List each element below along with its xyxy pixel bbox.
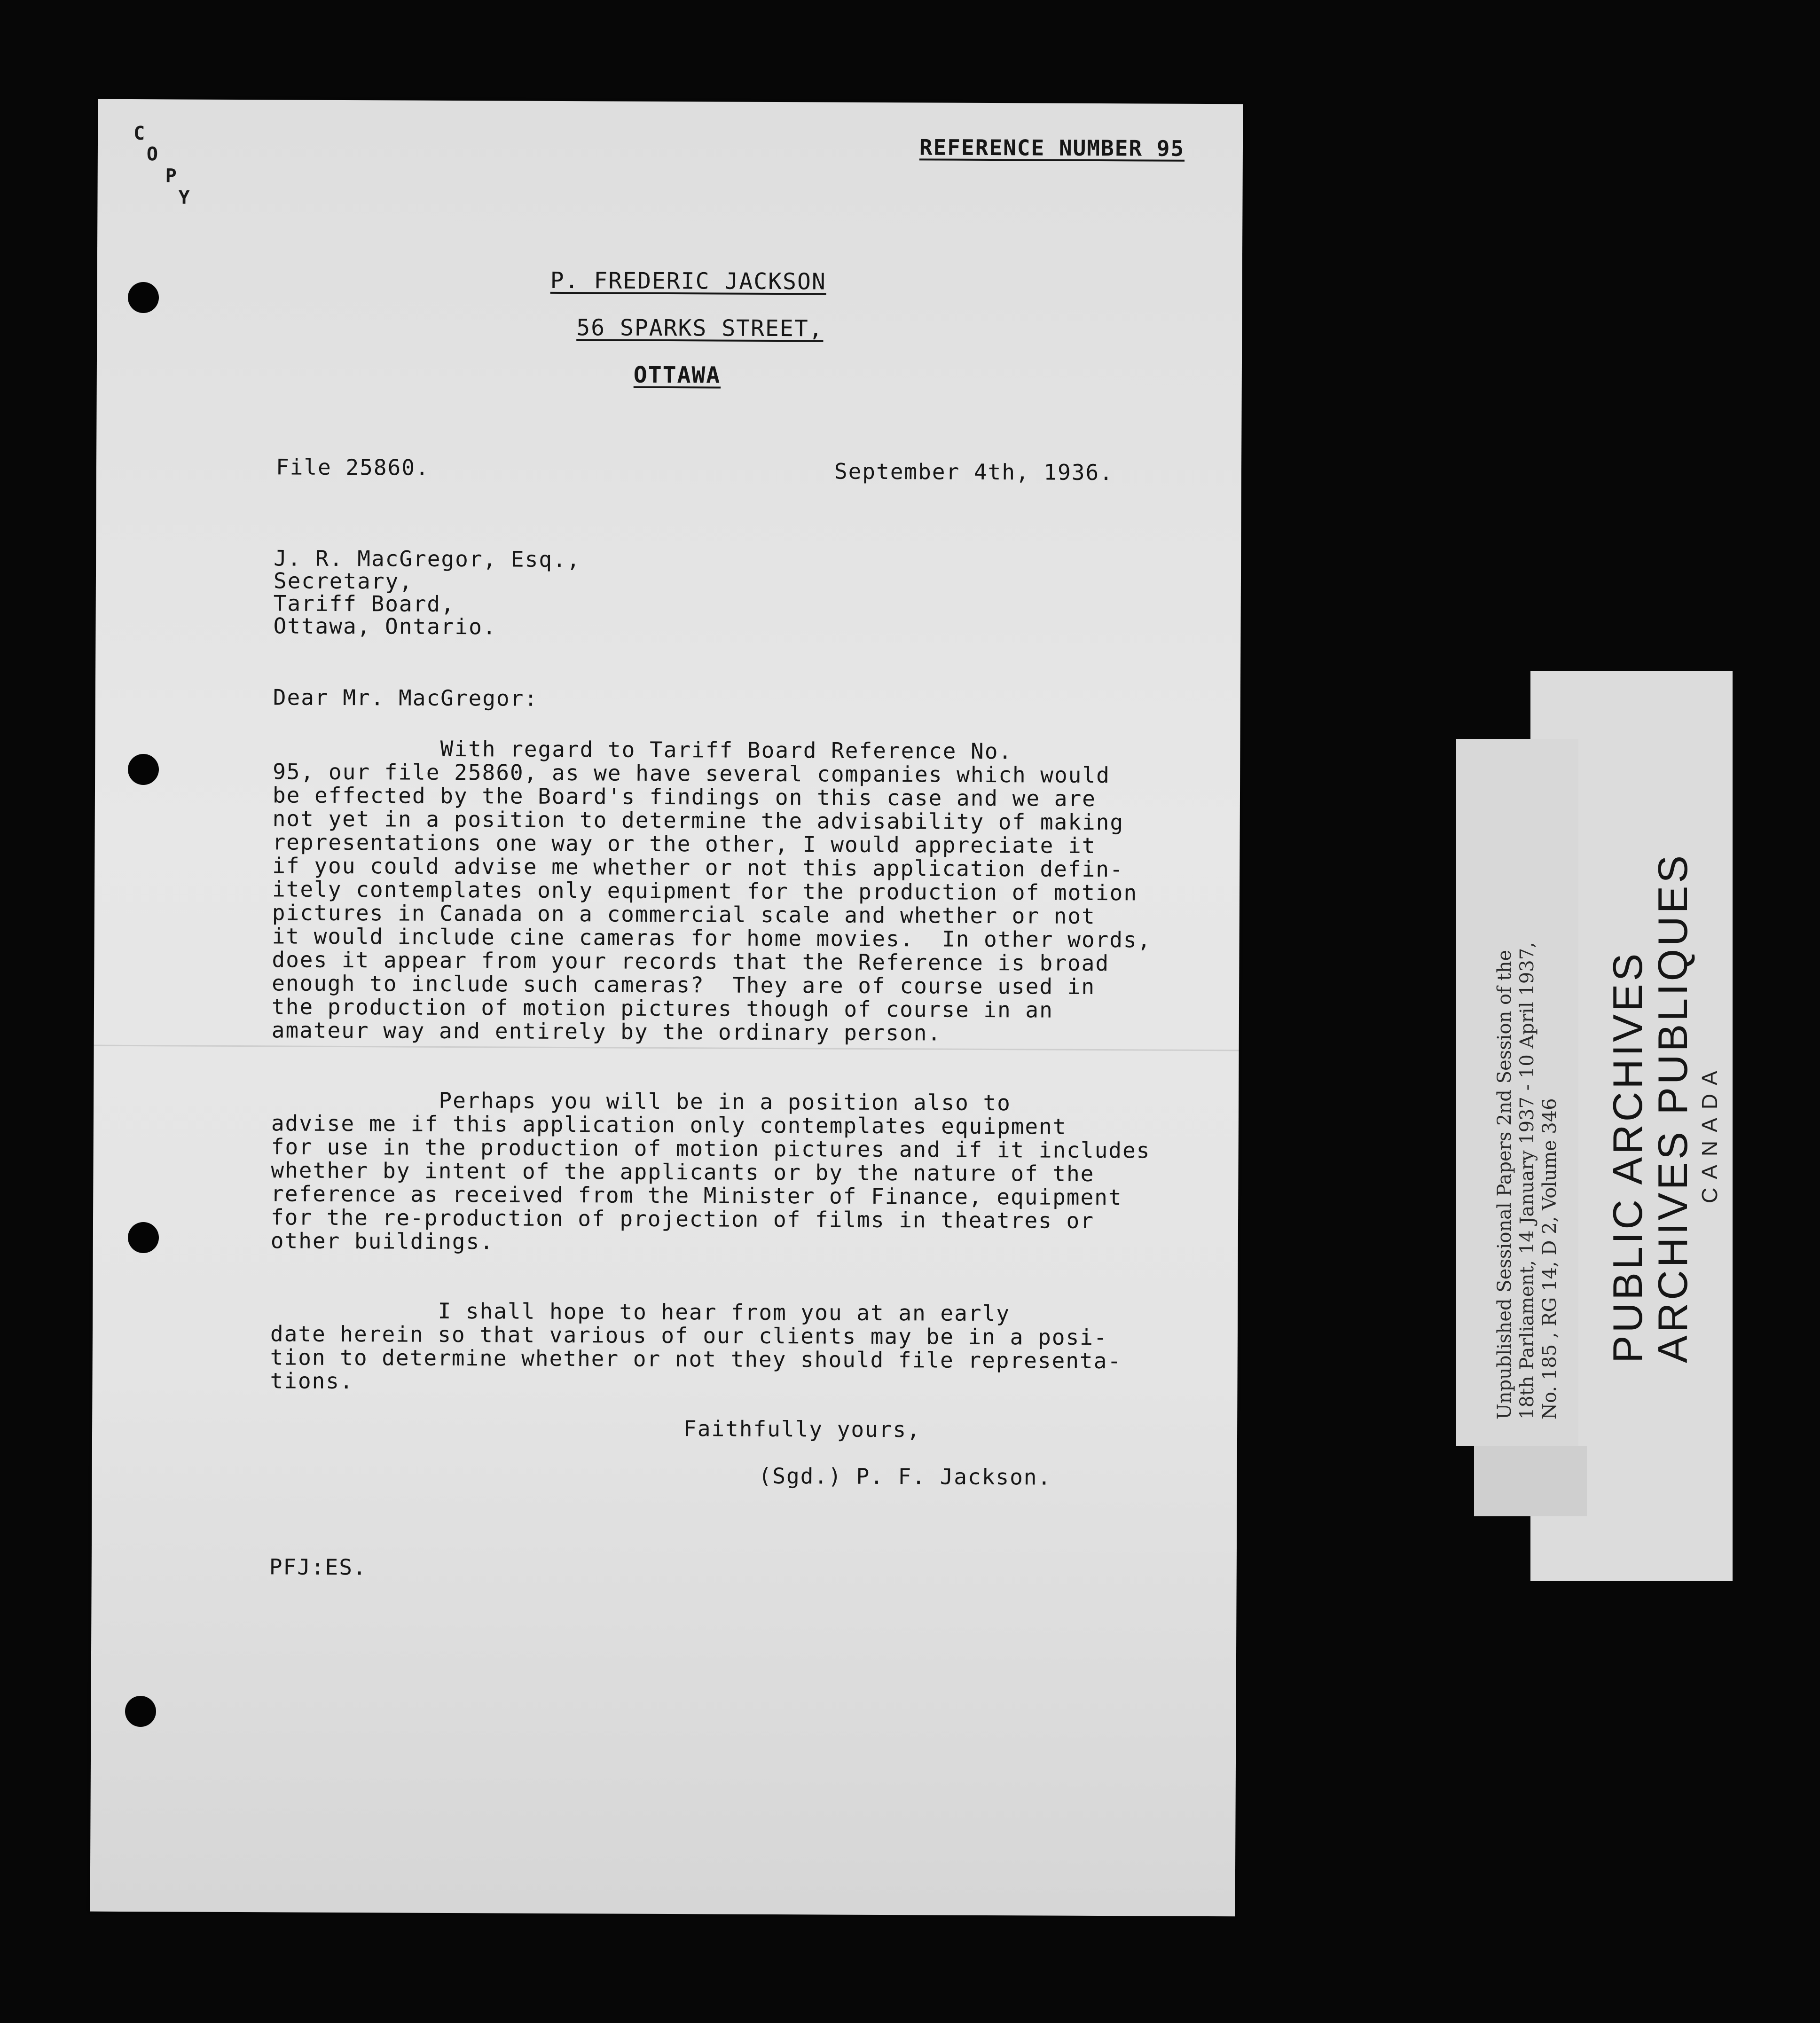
body-line: With regard to Tariff Board Reference No. bbox=[273, 735, 1013, 764]
punch-hole bbox=[125, 1696, 156, 1727]
recipient-line: Ottawa, Ontario. bbox=[273, 613, 497, 640]
body-line: whether by intent of the applicants or by the nature of the bbox=[271, 1157, 1095, 1186]
archive-citation-line-3: No. 185 , RG 14, D 2, Volume 346 bbox=[1539, 1098, 1561, 1419]
body-line: for the re-production of projection of films in theatres or bbox=[270, 1204, 1095, 1233]
body-line: advise me if this application only contemplates equipment bbox=[271, 1110, 1067, 1139]
copy-letter-y: Y bbox=[178, 187, 190, 209]
archives-publiques-heading: ARCHIVES PUBLIQUES bbox=[1649, 852, 1696, 1363]
archive-citation-line-1: Unpublished Sessional Papers 2nd Session of the bbox=[1494, 949, 1515, 1419]
reference-number: REFERENCE NUMBER 95 bbox=[919, 134, 1185, 161]
recipient-line: J. R. MacGregor, Esq., bbox=[274, 545, 581, 572]
closing: Faithfully yours, bbox=[683, 1416, 921, 1443]
copy-letter-o: O bbox=[146, 143, 158, 165]
file-number: File 25860. bbox=[275, 454, 430, 480]
public-archives-heading: PUBLIC ARCHIVES bbox=[1604, 950, 1651, 1363]
punch-hole bbox=[128, 282, 159, 313]
copy-letter-c: C bbox=[133, 123, 145, 145]
body-line: does it appear from your records that the Reference is broad bbox=[272, 947, 1110, 976]
body-line: the production of motion pictures though of course in an bbox=[271, 994, 1053, 1023]
body-line: 95, our file 25860, as we have several companies which would bbox=[273, 759, 1110, 788]
letterhead-name: P. FREDERIC JACKSON bbox=[550, 267, 826, 295]
salutation: Dear Mr. MacGregor: bbox=[273, 684, 539, 711]
body-line: I shall hope to hear from you at an early bbox=[270, 1297, 1011, 1326]
archive-citation-line-2: 18th Parliament, 14 January 1937 - 10 April 1937, bbox=[1516, 942, 1538, 1419]
body-line: other buildings. bbox=[270, 1228, 494, 1255]
body-line: not yet in a position to determine the advisability of making bbox=[272, 806, 1124, 835]
body-line: date herein so that various of our clients may be in a posi- bbox=[270, 1321, 1108, 1350]
body-line: pictures in Canada on a commercial scale and whether or not bbox=[272, 900, 1096, 929]
body-line: if you could advise me whether or not this application defin- bbox=[272, 853, 1124, 882]
punch-hole bbox=[128, 754, 159, 785]
recipient-line: Tariff Board, bbox=[273, 590, 455, 617]
body-line: amateur way and entirely by the ordinary person. bbox=[271, 1017, 942, 1046]
body-line: be effected by the Board's findings on this case and we are bbox=[272, 782, 1097, 811]
archive-label-tab bbox=[1474, 1446, 1587, 1516]
body-line: representations one way or the other, I would appreciate it bbox=[272, 829, 1096, 858]
body-line: itely contemplates only equipment for the production of motion bbox=[272, 876, 1138, 906]
body-line: Perhaps you will be in a position also to bbox=[271, 1087, 1012, 1116]
body-line: it would include cine cameras for home movies. In other words, bbox=[272, 923, 1152, 953]
copy-letter-p: P bbox=[165, 165, 177, 187]
body-line: tions. bbox=[270, 1368, 354, 1394]
body-line: for use in the production of motion pictures and if it includes bbox=[271, 1134, 1151, 1163]
punch-hole bbox=[128, 1222, 159, 1253]
signature: (Sgd.) P. F. Jackson. bbox=[758, 1463, 1052, 1490]
recipient-line: Secretary, bbox=[273, 568, 414, 594]
letter-page bbox=[90, 99, 1243, 1917]
letterhead-street: 56 SPARKS STREET, bbox=[576, 314, 824, 342]
letter-date: September 4th, 1936. bbox=[834, 458, 1114, 486]
letterhead-city: OTTAWA bbox=[633, 361, 721, 389]
body-line: tion to determine whether or not they should file representa- bbox=[270, 1344, 1122, 1374]
typist-initials: PFJ:ES. bbox=[269, 1554, 367, 1580]
body-line: reference as received from the Minister of Finance, equipment bbox=[271, 1181, 1122, 1210]
canada-label: CANADA bbox=[1697, 1062, 1722, 1203]
body-line: enough to include such cameras? They are of course used in bbox=[272, 970, 1096, 999]
